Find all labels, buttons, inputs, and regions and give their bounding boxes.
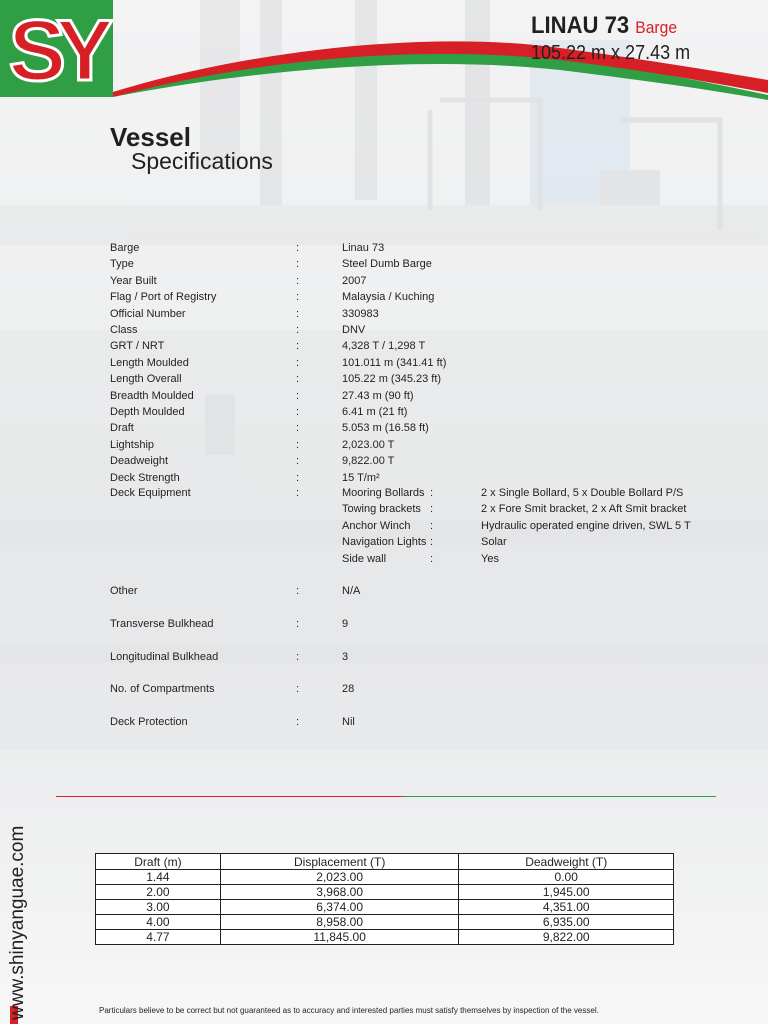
spec-value: Steel Dumb Barge — [342, 258, 432, 271]
cell-draft: 4.77 — [96, 930, 221, 945]
spec-colon: : — [296, 716, 300, 729]
cell-deadweight: 6,935.00 — [459, 915, 674, 930]
spec-value: 9,822.00 T — [342, 455, 395, 468]
equipment-value: Yes — [481, 552, 499, 565]
cell-deadweight: 9,822.00 — [459, 930, 674, 945]
vessel-type: Barge — [635, 18, 678, 37]
equipment-colon: : — [430, 519, 434, 532]
spec-label: Type — [110, 258, 134, 271]
spec-label: Deck Protection — [110, 716, 188, 729]
spec-label: Draft — [110, 422, 134, 435]
spec-colon: : — [296, 406, 300, 418]
spec-value: Malaysia / Kuching — [342, 291, 435, 304]
cell-draft: 2.00 — [96, 885, 221, 900]
company-logo — [0, 0, 113, 97]
spec-colon: : — [296, 291, 300, 304]
equipment-colon: : — [430, 487, 434, 499]
spec-colon: : — [296, 617, 300, 630]
spec-label: Longitudinal Bulkhead — [110, 650, 219, 663]
spec-value: 9 — [342, 617, 349, 630]
table-header-row — [96, 854, 674, 870]
cell-deadweight: 0.00 — [459, 870, 674, 885]
spec-value: 101.011 m (341.41 ft) — [342, 356, 447, 369]
spec-value: 5.053 m (16.58 ft) — [342, 422, 429, 435]
spec-label: GRT / NRT — [110, 340, 165, 353]
disclaimer: Particulars believe to be correct but not guaranteed as to accuracy and interested parties must satisfy themselves by inspection of the vessel. — [99, 1006, 599, 1015]
spec-value: 330983 — [342, 307, 379, 320]
equipment-colon: : — [430, 503, 434, 516]
spec-colon: : — [296, 683, 300, 696]
equipment-colon: : — [430, 536, 434, 549]
spec-colon: : — [296, 274, 300, 287]
equipment-value: Solar — [481, 536, 507, 549]
table-row — [96, 930, 674, 945]
vessel-name: LINAU 73 — [531, 12, 630, 39]
spec-label: Flag / Port of Registry — [110, 291, 217, 304]
equipment-name: Navigation Lights — [342, 536, 427, 549]
header-displacement: Displacement (T) — [220, 854, 459, 870]
spec-label: Lightship — [110, 438, 155, 451]
cell-displacement: 8,958.00 — [220, 915, 459, 930]
equipment-name: Side wall — [342, 552, 387, 565]
spec-label: Deck Equipment — [110, 487, 191, 499]
spec-label: Deck Strength — [110, 471, 180, 484]
spec-colon: : — [296, 650, 300, 663]
spec-value: N/A — [342, 585, 361, 597]
spec-value: 4,328 T / 1,298 T — [342, 340, 426, 353]
spec-label: Length Moulded — [110, 356, 189, 369]
cell-displacement: 6,374.00 — [220, 900, 459, 915]
spec-label: Class — [110, 324, 138, 336]
equipment-name: Mooring Bollards — [342, 487, 425, 499]
header-deadweight: Deadweight (T) — [459, 854, 674, 870]
spec-value: Linau 73 — [342, 242, 385, 254]
spec-colon: : — [296, 340, 300, 353]
header-draft: Draft (m) — [96, 854, 221, 870]
spec-colon: : — [296, 324, 300, 336]
table-row — [96, 870, 674, 885]
displacement-table — [95, 853, 674, 945]
cell-draft: 4.00 — [96, 915, 221, 930]
equipment-name: Anchor Winch — [342, 519, 411, 532]
spec-colon: : — [296, 258, 300, 271]
vessel-name-line — [531, 12, 694, 40]
spec-value: 2007 — [342, 274, 367, 287]
table-row — [96, 885, 674, 900]
spec-value: 28 — [342, 683, 355, 696]
spec-colon: : — [296, 438, 300, 451]
spec-label: Length Overall — [110, 373, 182, 386]
spec-colon: : — [296, 487, 300, 499]
spec-colon: : — [296, 356, 300, 369]
spec-label: Year Built — [110, 274, 157, 287]
spec-value: 6.41 m (21 ft) — [342, 406, 408, 418]
spec-colon: : — [296, 455, 300, 468]
vessel-header — [531, 12, 708, 65]
equipment-colon: : — [430, 552, 434, 565]
cell-deadweight: 4,351.00 — [459, 900, 674, 915]
cell-displacement: 11,845.00 — [220, 930, 459, 945]
cell-displacement: 2,023.00 — [220, 870, 459, 885]
section-divider — [56, 796, 716, 797]
equipment-value: Hydraulic operated engine driven, SWL 5 T — [481, 519, 691, 532]
spec-label: Official Number — [110, 307, 186, 320]
sy-logo-icon — [0, 0, 113, 97]
spec-value: 3 — [342, 650, 349, 663]
spec-colon: : — [296, 242, 300, 254]
page-subtitle: Specifications — [131, 148, 273, 174]
equipment-value: 2 x Single Bollard, 5 x Double Bollard P/S — [481, 487, 684, 499]
spec-value: 105.22 m (345.23 ft) — [342, 373, 442, 386]
vessel-dimensions: 105.22 m x 27.43 m — [531, 42, 691, 64]
equipment-name: Towing brackets — [342, 503, 421, 516]
spec-label: Barge — [110, 242, 140, 254]
spec-label: Breadth Moulded — [110, 389, 194, 402]
spec-value: 15 T/m² — [342, 471, 380, 484]
cell-displacement: 3,968.00 — [220, 885, 459, 900]
table-row — [96, 900, 674, 915]
cell-draft: 1.44 — [96, 870, 221, 885]
svg-text:SY: SY — [8, 3, 104, 97]
table-row — [96, 915, 674, 930]
page-title: Vessel — [110, 122, 191, 152]
spec-label: Other — [110, 585, 138, 597]
spec-value: 27.43 m (90 ft) — [342, 389, 414, 402]
spec-value: Nil — [342, 716, 355, 729]
spec-colon: : — [296, 373, 300, 386]
website-link[interactable]: www.shinyanguae.com — [7, 825, 28, 1020]
spec-colon: : — [296, 471, 300, 484]
spec-colon: : — [296, 389, 300, 402]
spec-label: No. of Compartments — [110, 683, 215, 696]
spec-label: Depth Moulded — [110, 406, 185, 418]
spec-value: 2,023.00 T — [342, 438, 395, 451]
equipment-value: 2 x Fore Smit bracket, 2 x Aft Smit bracket — [481, 503, 687, 516]
spec-colon: : — [296, 422, 300, 435]
spec-label: Transverse Bulkhead — [110, 617, 214, 630]
cell-deadweight: 1,945.00 — [459, 885, 674, 900]
spec-colon: : — [296, 585, 300, 597]
spec-colon: : — [296, 307, 300, 320]
cell-draft: 3.00 — [96, 900, 221, 915]
spec-label: Deadweight — [110, 455, 169, 468]
spec-value: DNV — [342, 324, 366, 336]
